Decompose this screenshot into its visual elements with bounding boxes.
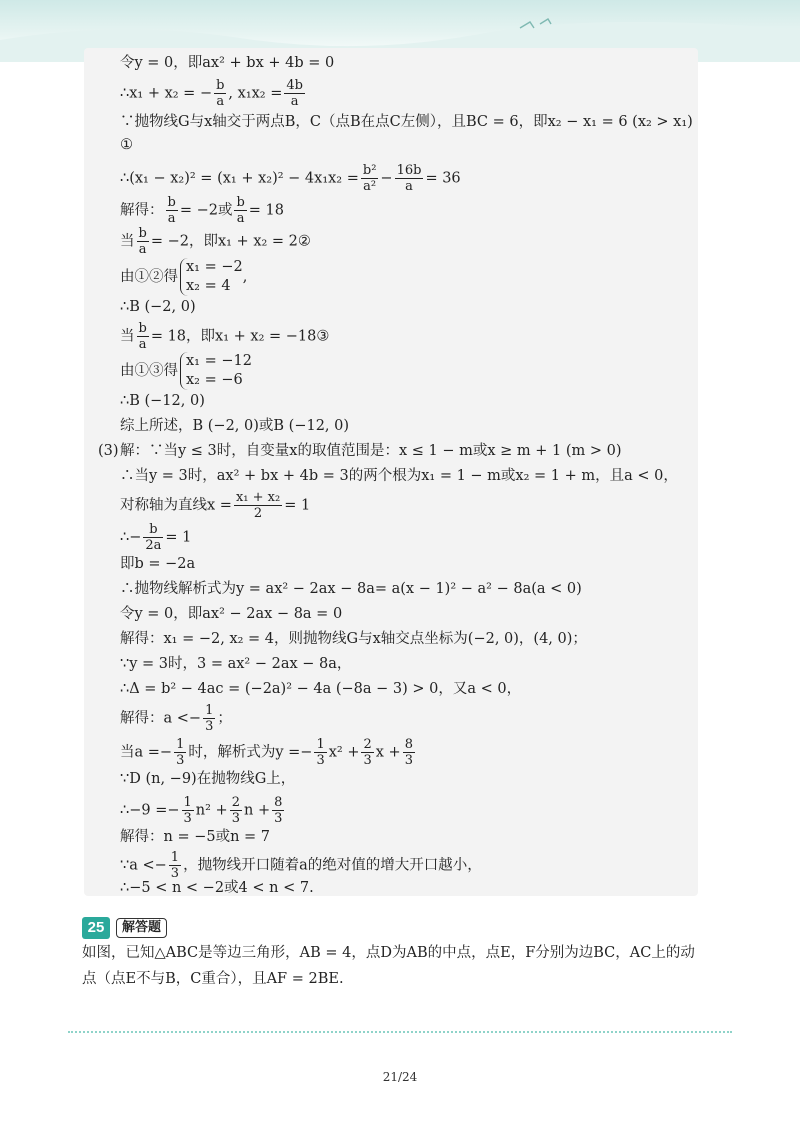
solution-line: 由①②得 x₁ = −2 x₂ = 4 , — [120, 259, 248, 294]
fraction: $\frac{b}{a}$ — [236, 195, 245, 226]
solution-line: ∴当y = 3时，ax² + bx + 4b = 3的两个根为x₁ = 1 − m或x₂ = 1 + m，且a < 0， — [120, 468, 678, 484]
solution-line: ∴−5 < n < −2或4 < n < 7. — [120, 880, 314, 896]
solution-line: 解得：x₁ = −2, x₂ = 4，则抛物线G与x轴交点坐标为(−2, 0)，(4, 0)； — [120, 631, 587, 647]
solution-line: 解：∵当y ≤ 3时，自变量x的取值范围是：x ≤ 1 − m或x ≥ m + 1 (m > 0) — [120, 443, 622, 459]
solution-line: 综上所述，B (−2, 0)或B (−12, 0) — [120, 418, 350, 434]
solution-line: ∴B (−2, 0) — [120, 299, 196, 315]
solution-line: 解得：n = −5或n = 7 — [120, 829, 271, 845]
equation-system: x₁ = −2 x₂ = 4 — [180, 258, 243, 296]
solution-line: ① — [120, 137, 133, 153]
solution-line: 由①③得 x₁ = −12 x₂ = −6 — [120, 353, 252, 388]
solution-line: ∵y = 3时，3 = ax² − 2ax − 8a， — [120, 656, 352, 672]
question-type-tag: 解答题 — [116, 918, 167, 938]
solution-line: 解得： $\frac{b}{a}$ = −2或 $\frac{b}{a}$ = 18 — [120, 195, 285, 226]
solution-line: 当 $\frac{b}{a}$ = −2，即x₁ + x₂ = 2② — [120, 226, 311, 257]
solution-line: 解得：a <− $\frac{1}{3}$ ； — [120, 703, 232, 734]
fraction: $\frac{8}{3}$ — [274, 795, 283, 826]
fraction: $\frac{2}{3}$ — [231, 795, 240, 826]
fraction: $\frac{b}{a}$ — [167, 195, 176, 226]
solution-line: ∴抛物线解析式为y = ax² − 2ax − 8a= a(x − 1)² − a² − 8a(a < 0) — [120, 581, 582, 597]
solution-line: ∴B (−12, 0) — [120, 393, 205, 409]
solution-line: 当 $\frac{b}{a}$ = 18，即x₁ + x₂ = −18③ — [120, 321, 330, 352]
fraction: $\frac{\text{x₁ + x₂}}{2}$ — [235, 490, 281, 521]
solution-line: 对称轴为直线x = $\frac{\text{x₁ + x₂}}{2}$ = 1 — [120, 490, 311, 521]
question-text: 点（点E不与B，C重合），且AF = 2BE. — [82, 971, 344, 987]
fraction: $\frac{1}{3}$ — [316, 737, 325, 768]
fraction: $\frac{b}{a}$ — [138, 226, 147, 257]
fraction: $\frac{\text{b²}}{\text{a²}}$ — [362, 163, 377, 194]
fraction: $\frac{1}{3}$ — [170, 850, 180, 881]
solution-line: ∵a <− $\frac{1}{3}$ ，抛物线开口随着a的绝对值的增大开口越小， — [120, 850, 482, 881]
page-number: 21/24 — [382, 1070, 418, 1084]
divider — [68, 1031, 732, 1033]
fraction: $\frac{16b}{a}$ — [396, 163, 422, 194]
fraction: $\frac{b}{a}$ — [216, 78, 225, 109]
question-number-badge: 25 — [82, 917, 110, 939]
solution-line: 令y = 0，即ax² + bx + 4b = 0 — [120, 55, 335, 71]
solution-line: ∴−9 =− $\frac{1}{3}$ n² + $\frac{2}{3}$ n + $\frac{8}{3}$ — [120, 795, 283, 826]
equation-system: x₁ = −12 x₂ = −6 — [180, 352, 252, 390]
solution-line: ∴(x₁ − x₂)² = (x₁ + x₂)² − 4x₁x₂ = $\frac{\text{b²}}{\text{a²}}$ − $\frac{16b}{a}$ = 36 — [120, 163, 461, 194]
fraction: $\frac{2}{3}$ — [363, 737, 372, 768]
fraction: $\frac{4b}{a}$ — [286, 78, 303, 109]
solution-line: ∴− $\frac{b}{2a}$ = 1 — [120, 522, 192, 553]
solution-line: 当a =− $\frac{1}{3}$ 时，解析式为y =− $\frac{1}{3}$ x² + $\frac{2}{3}$ x + $\frac{8}{3}$ — [120, 737, 413, 768]
fraction: $\frac{b}{2a}$ — [145, 522, 162, 553]
fraction: $\frac{8}{3}$ — [404, 737, 413, 768]
solution-line: 即b = −2a — [120, 556, 196, 572]
part-number: (3) — [98, 443, 119, 459]
solution-line: ∵D (n, −9)在抛物线G上， — [120, 771, 296, 787]
question-text: 如图，已知△ABC是等边三角形，AB = 4，点D为AB的中点，点E，F分别为边BC，AC上的动 — [82, 945, 695, 961]
fraction: $\frac{1}{3}$ — [183, 795, 192, 826]
fraction: $\frac{1}{3}$ — [176, 737, 185, 768]
solution-line: ∴x₁ + x₂ = − $\frac{b}{a}$ , x₁x₂ = $\frac{4b}{a}$ — [120, 78, 303, 109]
solution-line: 令y = 0，即ax² − 2ax − 8a = 0 — [120, 606, 343, 622]
fraction: $\frac{1}{3}$ — [205, 703, 214, 734]
solution-line: ∵抛物线G与x轴交于两点B，C（点B在点C左侧），且BC = 6，即x₂ − x₁ = 6 (x₂ > x₁) — [120, 114, 693, 130]
fraction: $\frac{b}{a}$ — [138, 321, 147, 352]
solution-line: ∴Δ = b² − 4ac = (−2a)² − 4a (−8a − 3) > 0，又a < 0， — [120, 681, 522, 697]
